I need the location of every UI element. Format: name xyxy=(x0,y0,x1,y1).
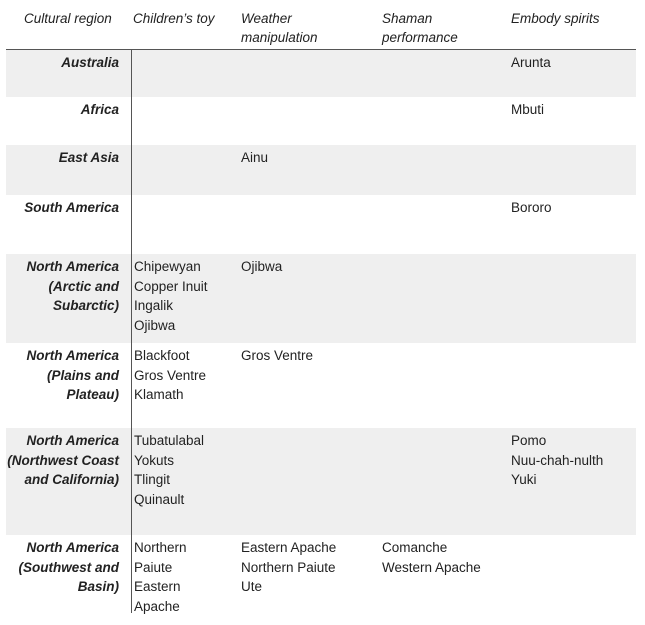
culture-name: Mbuti xyxy=(511,102,545,117)
toy-cell xyxy=(134,538,224,616)
culture-name: Nuu-chah-nulth xyxy=(511,452,604,468)
culture-name: Western Apache xyxy=(382,559,481,575)
spirits-cell xyxy=(511,198,552,218)
weather-cell xyxy=(241,257,282,277)
spirits-cell xyxy=(511,53,551,73)
culture-name: Copper Inuit xyxy=(134,278,208,294)
header-cultural-region: Cultural region xyxy=(24,11,112,26)
culture-name: Klamath xyxy=(134,387,184,402)
table-row xyxy=(6,50,636,97)
weather-cell xyxy=(241,538,336,597)
table-row xyxy=(6,254,636,343)
header-weather-manipulation: Weather manipulation xyxy=(241,11,318,45)
culture-name: Gros Ventre xyxy=(134,367,207,383)
culture-name: Arunta xyxy=(511,55,551,70)
culture-name: Tlingit xyxy=(134,472,171,487)
table-row xyxy=(6,97,636,145)
table-header xyxy=(6,0,636,50)
culture-name: Bororo xyxy=(511,200,552,215)
table-row xyxy=(6,343,636,428)
region-label: North America (Plains and Plateau) xyxy=(26,348,119,402)
culture-name: Eastern Apache xyxy=(134,579,181,614)
header-childrens-toy: Children’s toy xyxy=(133,11,215,26)
table-row xyxy=(6,535,636,615)
spirits-cell xyxy=(511,431,603,490)
toy-cell xyxy=(134,431,204,509)
cultural-region-table xyxy=(6,0,636,615)
culture-name: Ingalik xyxy=(134,298,174,313)
culture-name: Northern Paiute xyxy=(134,540,187,575)
culture-name: Pomo xyxy=(511,433,547,448)
culture-name: Gros Ventre xyxy=(241,348,314,363)
spirits-cell xyxy=(511,100,544,120)
culture-name: Ojibwa xyxy=(241,259,283,274)
culture-name: Chipewyan xyxy=(134,259,201,274)
region-label: Africa xyxy=(80,102,119,117)
weather-cell xyxy=(241,148,268,168)
culture-name: Blackfoot xyxy=(134,348,190,363)
region-label: North America (Arctic and Subarctic) xyxy=(26,259,119,313)
culture-name: Tubatulabal xyxy=(134,433,205,448)
culture-name: Comanche xyxy=(382,540,448,555)
shaman-cell xyxy=(382,538,481,577)
header-shaman-performance: Shaman performance xyxy=(382,11,458,45)
table-row xyxy=(6,145,636,195)
table-row xyxy=(6,428,636,535)
weather-cell xyxy=(241,346,313,366)
culture-name: Eastern Apache xyxy=(241,540,337,555)
region-label: South America xyxy=(24,200,119,215)
culture-name: Quinault xyxy=(134,491,185,507)
header-embody-spirits: Embody spirits xyxy=(511,11,600,26)
culture-name: Yokuts xyxy=(134,452,175,468)
toy-cell xyxy=(134,257,208,335)
culture-name: Ainu xyxy=(241,150,269,165)
toy-cell xyxy=(134,346,206,405)
column-divider xyxy=(131,49,132,613)
region-label: East Asia xyxy=(58,150,119,165)
region-label: North America (Southwest and Basin) xyxy=(18,540,119,594)
region-label: Australia xyxy=(61,55,119,70)
region-label: North America (Northwest Coast and California) xyxy=(7,433,119,487)
table-row xyxy=(6,195,636,254)
culture-name: Yuki xyxy=(511,472,537,487)
culture-name: Ojibwa xyxy=(134,317,176,333)
culture-name: Ute xyxy=(241,579,263,594)
culture-name: Northern Paiute xyxy=(241,559,336,575)
